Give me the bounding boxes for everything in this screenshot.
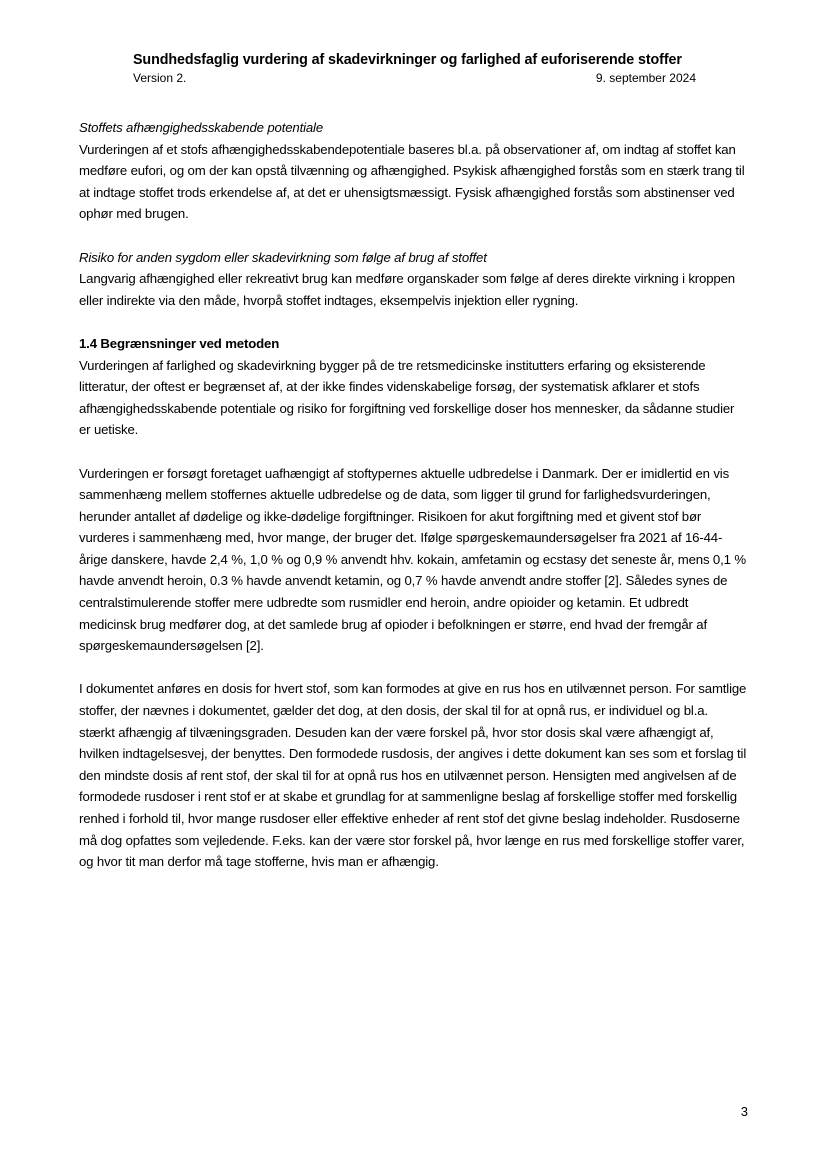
limitations-paragraph-3: I dokumentet anføres en dosis for hvert stof, som kan formodes at give en rus hos en utilvænnet person. For samtlige stoffer, der nævnes i dokumentet, gælder det dog, at den dosis, der skal til for at opnå rus, er individuel og bl.a. stærkt afhængig af tilvæningsgraden. Desuden kan der være forskel på, hvor stor dosis skal være afhængigt af, hvilken indtagelsesvej, der benyttes. Den formodede rusdosis, der angives i dette dokument kan ses som et forslag til den mindste dosis af rent stof, der skal til for at opnå rus hos en utilvænnet person. Hensigten med angivelsen af de formodede rusdoser i rent stof er at skabe et grundlag for at sammenligne beslag af forskellige stoffer med forskellig renhed i forhold til, hvor mange rusdoser eller effektive enheder af rent stof det givne beslag indeholder. Rusdoserne må dog opfattes som vejledende. F.eks. kan der være stor forskel på, hvor længe en rus med forskellige stoffer varer, og hvor tit man derfor må tage stofferne, hvis man er afhængig.	[79, 681, 747, 870]
dependence-heading: Stoffets afhængighedsskabende potentiale	[79, 120, 324, 135]
document-title: Sundhedsfaglig vurdering af skadevirkninger og farlighed af euforiserende stoffer	[133, 52, 682, 68]
document-date: 9. september 2024	[595, 71, 696, 85]
header-meta	[133, 70, 696, 86]
limitations-paragraph-1: Vurderingen af farlighed og skadevirkning bygger på de tre retsmedicinske institutters erfaring og eksisterende litteratur, der oftest er begrænset af, at der ikke findes videnskabelige forsøg, der systematisk afklarer et stofs afhængighedsskabende potentiale og risiko for forgiftning ved forskellige doser hos mennesker, da sådanne studier er uetiske.	[79, 357, 735, 438]
limitations-paragraph-2: Vurderingen er forsøgt foretaget uafhængigt af stoftypernes aktuelle udbredelse i Danmark. Der er imidlertid en vis sammenhæng mellem stoffernes aktuelle udbredelse og de data, som ligger til grund for farlighedsvurderingen, herunder antallet af dødelige og ikke-dødelige forgiftninger. Risikoen for akut forgiftning med et givent stof bør vurderes i sammenhæng med, hvor mange, der bruger det. Ifølge spørgeskemaundersøgelser fra 2021 af 16-44-årige danskere, havde 2,4 %, 1,0 % og 0,9 % anvendt hhv. kokain, amfetamin og ecstasy det seneste år, mens 0,1 % havde anvendt heroin, 0.3 % havde anvendt ketamin, og 0,7 % havde anvendt andre stoffer [2]. Således synes de centralstimulerende stoffer mere udbredte som rusmidler end heroin, andre opioider og ketamin. Et udbredt medicinsk brug medfører dog, at det samlede brug af opioder i befolkningen er større, end hvad der fremgår af spørgeskemaundersøgelsen [2].	[79, 465, 746, 654]
risk-heading: Risiko for anden sygdom eller skadevirkning som følge af brug af stoffet	[79, 249, 487, 265]
limitations-heading: 1.4 Begrænsninger ved metoden	[79, 335, 280, 351]
spacer	[79, 441, 747, 463]
risk-paragraph: Langvarig afhængighed eller rekreativt brug kan medføre organskader som følge af deres direkte virkning i kroppen eller indirekte via den måde, hvorpå stoffet indtages, eksempelvis injektion eller rygning.	[79, 271, 735, 308]
page-number: 3	[740, 1104, 748, 1119]
spacer	[79, 657, 747, 679]
page-header	[133, 50, 696, 86]
spacer	[79, 225, 747, 247]
spacer	[79, 311, 747, 333]
document-version: Version 2.	[133, 71, 187, 85]
dependence-paragraph: Vurderingen af et stofs afhængighedsskabendepotentiale baseres bl.a. på observationer af, om indtag af stoffet kan medføre eufori, og om der kan opstå tilvænning og afhængighed. Psykisk afhængighed forstås som en stærk trang til at indtage stoffet trods erkendelse af, at det er uhensigtsmæssigt. Fysisk afhængighed forstås som abstinenser ved ophør med brugen.	[79, 141, 745, 222]
document-body	[79, 117, 747, 873]
